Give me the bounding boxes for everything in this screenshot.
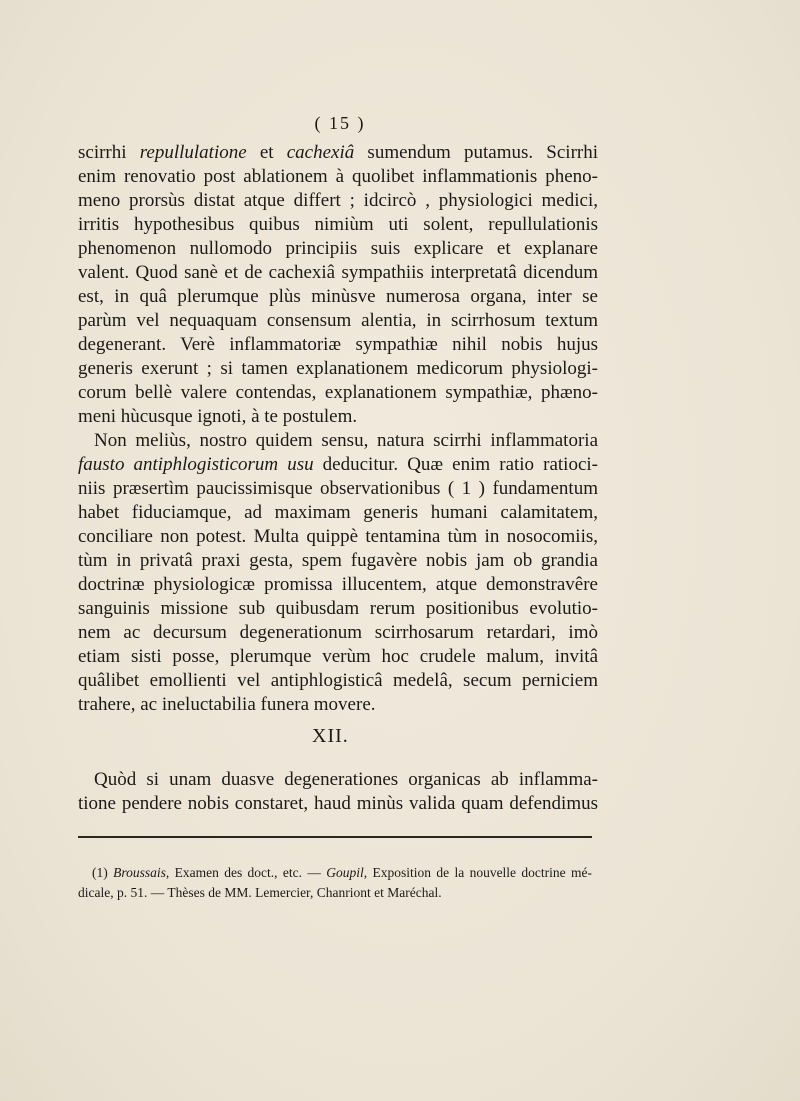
text-line: corum bellè valere contendas, explanationem sympathiæ, phæno- [78,382,598,403]
section-number: XII. [312,725,349,747]
footnote-line: (1) Broussais, Examen des doct., etc. — Goupil, Exposition de la nouvelle doctrine mé- [92,865,592,880]
text-line: enim renovatio post ablationem à quolibet inflammationis pheno- [78,166,598,187]
text-line: est, in quâ plerumque plùs minùsve numerosa organa, inter se [78,286,598,307]
text-line: tùm in privatâ praxi gesta, spem fugavère nobis jam ob grandia [78,550,598,571]
text-line: quâlibet emollienti vel antiphlogisticâ medelâ, secum perniciem [78,670,598,691]
text-line: Non meliùs, nostro quidem sensu, natura scirrhi inflammatoria [94,430,598,451]
text-line: generis exerunt ; si tamen explanationem medicorum physiologi- [78,358,598,379]
text-line: tione pendere nobis constaret, haud minùs valida quam defendimus [78,793,598,814]
text-line: sanguinis missione sub quibusdam rerum positionibus evolutio- [78,598,598,619]
text-line: scirrhi repullulatione et cachexiâ sumendum putamus. Scirrhi [78,142,598,163]
text-line: conciliare non potest. Multa quippè tentamina tùm in nosocomiis, [78,526,598,547]
footnote-rule [78,836,592,838]
text-line: parùm vel nequaquam consensum alentia, in scirrhosum textum [78,310,598,331]
text-line: Quòd si unam duasve degenerationes organicas ab inflamma- [94,769,598,790]
text-line: habet fiduciamque, ad maximam generis humani calamitatem, [78,502,598,523]
text-line: meni hùcusque ignoti, à te postulem. [78,406,358,427]
text-line: phenomenon nullomodo principiis suis explicare et explanare [78,238,598,259]
text-line: niis præsertìm paucissimisque observationibus ( 1 ) fundamentum [78,478,598,499]
text-line: meno prorsùs distat atque differt ; idcircò , physiologici medici, [78,190,598,211]
text-line: irritis hypothesibus quibus nimiùm uti solent, repullulationis [78,214,598,235]
text-line: nem ac decursum degenerationum scirrhosarum retardari, imò [78,622,598,643]
footnote-line: dicale, p. 51. — Thèses de MM. Lemercier, Chanriont et Maréchal. [78,885,442,900]
text-line: valent. Quod sanè et de cachexiâ sympathiis interpretatâ dicendum [78,262,598,283]
text-line: degenerant. Verè inflammatoriæ sympathiæ nihil nobis hujus [78,334,598,355]
text-line: trahere, ac ineluctabilia funera movere. [78,694,376,715]
page-number-header: ( 15 ) [314,113,366,133]
text-line: doctrinæ physiologicæ promissa illucentem, atque demonstravêre [78,574,598,595]
text-line: etiam sisti posse, plerumque verùm hoc crudele malum, invitâ [78,646,598,667]
text-line: fausto antiphlogisticorum usu deducitur. Quæ enim ratio ratioci- [78,454,598,475]
